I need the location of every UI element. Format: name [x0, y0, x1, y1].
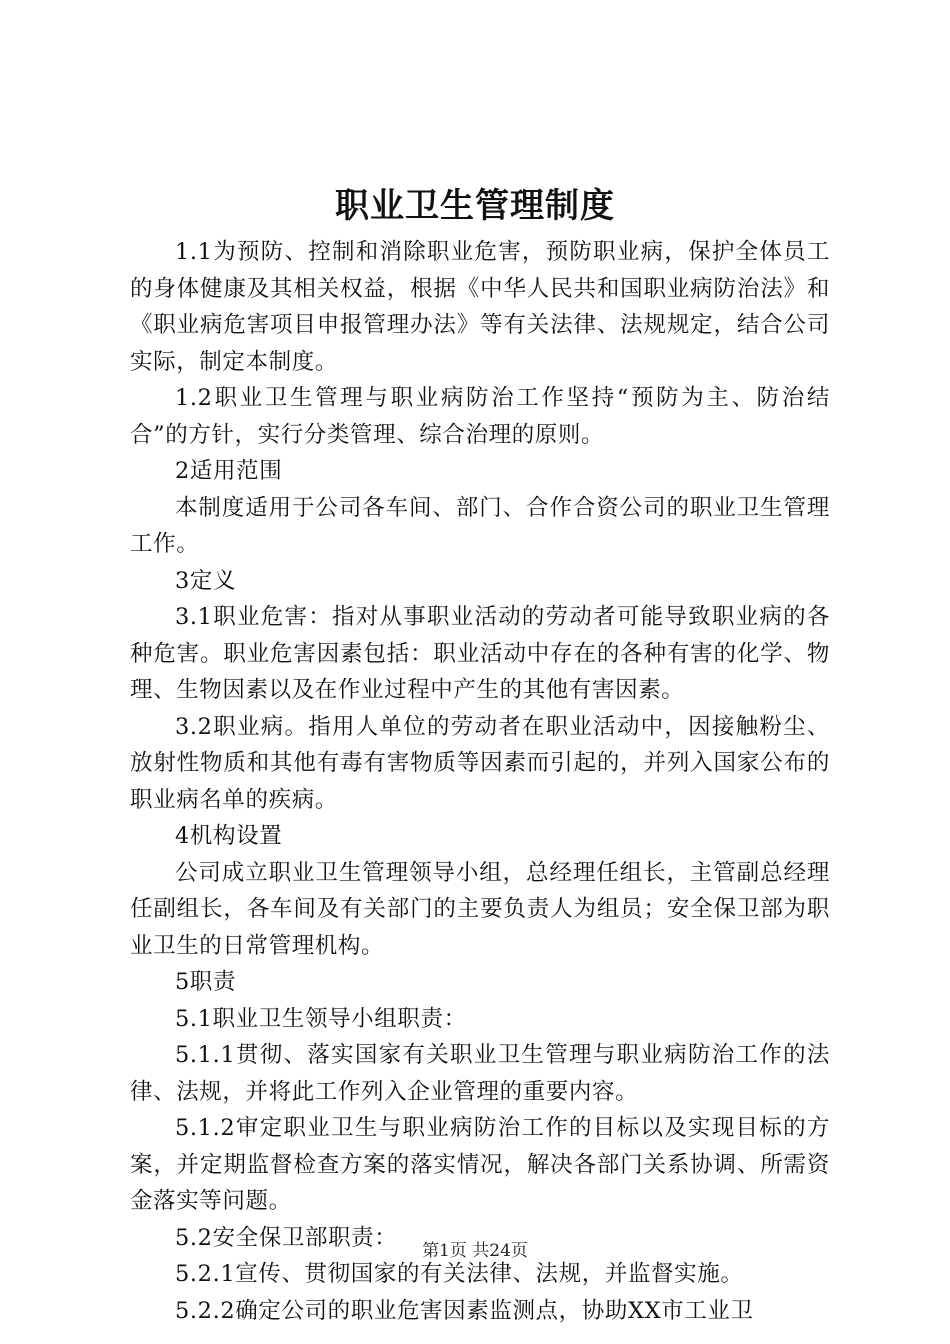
- section-heading-duties: 5职责: [175, 969, 237, 995]
- paragraph-5-1-1: 5.1.1贯彻、落实国家有关职业卫生管理与职业病防治工作的法律、法规，并将此工作列入企业管理的重要内容。: [130, 1042, 830, 1105]
- paragraph-5-1: 5.1职业卫生领导小组职责：: [175, 1005, 467, 1032]
- paragraph-3-1: 3.1职业危害：指对从事职业活动的劳动者可能导致职业病的各种危害。职业危害因素包括：职业活动中存在的各种有害的化学、物理、生物因素以及在作业过程中产生的其他有害因素。: [130, 604, 830, 703]
- paragraph-5-2-1: 5.2.1宣传、贯彻国家的有关法律、法规，并监督实施。: [175, 1261, 744, 1287]
- section-heading-scope: 2适用范围: [175, 458, 283, 484]
- page-number-footer: 第1页 共24页: [422, 1241, 528, 1261]
- document-title: 职业卫生管理制度: [335, 186, 615, 226]
- document-body: [130, 234, 830, 1329]
- paragraph-1-2: 1.2职业卫生管理与职业病防治工作坚持“预防为主、防治结合”的方针，实行分类管理、综合治理的原则。: [130, 385, 830, 448]
- paragraph-5-2: 5.2安全保卫部职责：: [175, 1224, 398, 1251]
- paragraph-5-2-2: 5.2.2确定公司的职业危害因素监测点，协助XX市工业卫: [175, 1297, 754, 1324]
- paragraph-5-1-2: 5.1.2审定职业卫生与职业病防治工作的目标以及实现目标的方案，并定期监督检查方案的落实情况，解决各部门关系协调、所需资金落实等问题。: [130, 1115, 830, 1214]
- section-heading-definitions: 3定义: [175, 567, 237, 594]
- section-heading-organization: 4机构设置: [175, 823, 283, 849]
- paragraph-scope: 本制度适用于公司各车间、部门、合作合资公司的职业卫生管理工作。: [130, 494, 830, 557]
- paragraph-organization: 公司成立职业卫生管理领导小组，总经理任组长，主管副总经理任副组长，各车间及有关部门的主要负责人为组员；安全保卫部为职业卫生的日常管理机构。: [130, 859, 830, 959]
- paragraph-3-2: 3.2职业病。指用人单位的劳动者在职业活动中，因接触粉尘、放射性物质和其他有毒有害物质等因素而引起的，并列入国家公布的职业病名单的疾病。: [130, 713, 830, 813]
- paragraph-1-1: 1.1为预防、控制和消除职业危害，预防职业病，保护全体员工的身体健康及其相关权益，根据《中华人民共和国职业病防治法》和《职业病危害项目申报管理办法》等有关法律、法规规定，结合公司实际，制定本制度。: [130, 239, 830, 375]
